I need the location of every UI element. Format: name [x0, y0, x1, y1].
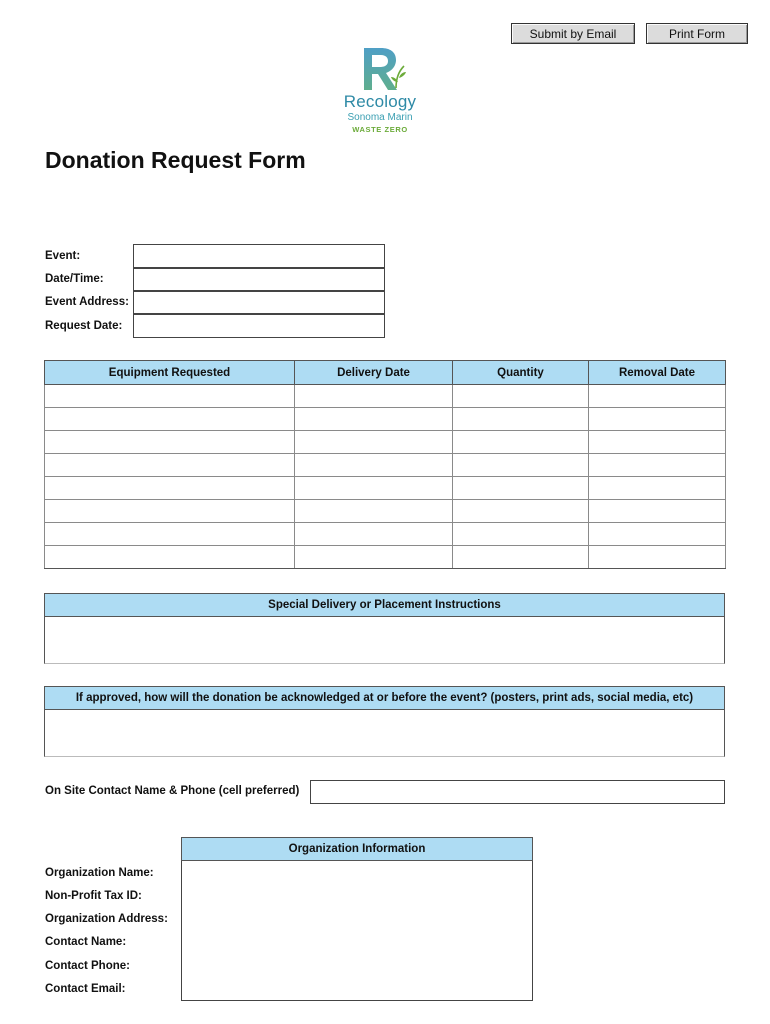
- contact-phone-label: Contact Phone:: [45, 960, 130, 972]
- equipment-cell[interactable]: [45, 477, 295, 500]
- delivery-date-cell[interactable]: [295, 477, 453, 500]
- request-date-field[interactable]: [133, 314, 385, 338]
- organization-information-header: Organization Information: [181, 837, 533, 861]
- logo-region: Sonoma Marin: [347, 112, 413, 123]
- special-instructions-header: Special Delivery or Placement Instructions: [44, 593, 725, 617]
- organization-address-field[interactable]: [181, 907, 533, 931]
- event-address-field[interactable]: [133, 291, 385, 314]
- event-field[interactable]: [133, 244, 385, 268]
- onsite-contact-field[interactable]: [310, 780, 725, 804]
- equipment-cell[interactable]: [45, 523, 295, 546]
- equipment-cell[interactable]: [45, 500, 295, 523]
- quantity-cell[interactable]: [453, 546, 589, 569]
- quantity-cell[interactable]: [453, 477, 589, 500]
- quantity-cell[interactable]: [453, 454, 589, 477]
- removal-date-cell[interactable]: [589, 385, 726, 408]
- equipment-requested-header: Equipment Requested: [45, 361, 295, 385]
- print-form-button[interactable]: Print Form: [646, 23, 748, 44]
- equipment-cell[interactable]: [45, 385, 295, 408]
- delivery-date-cell[interactable]: [295, 431, 453, 454]
- removal-date-cell[interactable]: [589, 431, 726, 454]
- special-instructions-section: [44, 593, 725, 664]
- contact-email-field[interactable]: [181, 976, 533, 1001]
- contact-name-label: Contact Name:: [45, 936, 127, 948]
- removal-date-cell[interactable]: [589, 454, 726, 477]
- quantity-header: Quantity: [453, 361, 589, 385]
- organization-name-field[interactable]: [181, 861, 533, 885]
- quantity-cell[interactable]: [453, 385, 589, 408]
- delivery-date-cell[interactable]: [295, 454, 453, 477]
- logo-brand-name: Recology: [343, 92, 417, 111]
- table-row: [45, 408, 726, 431]
- quantity-cell[interactable]: [453, 500, 589, 523]
- table-row: [45, 431, 726, 454]
- date-time-field[interactable]: [133, 268, 385, 291]
- table-header-row: [45, 361, 726, 385]
- removal-date-cell[interactable]: [589, 500, 726, 523]
- table-row: [45, 500, 726, 523]
- acknowledgement-field[interactable]: [44, 710, 725, 757]
- organization-address-label: Organization Address:: [45, 913, 168, 925]
- submit-by-email-button[interactable]: Submit by Email: [511, 23, 635, 44]
- logo-tagline: WASTE ZERO: [352, 125, 408, 134]
- removal-date-cell[interactable]: [589, 408, 726, 431]
- event-address-label: Event Address:: [45, 296, 129, 308]
- table-row: [45, 454, 726, 477]
- event-label: Event:: [45, 250, 81, 262]
- equipment-cell[interactable]: [45, 431, 295, 454]
- removal-date-cell[interactable]: [589, 477, 726, 500]
- quantity-cell[interactable]: [453, 408, 589, 431]
- page-title: Donation Request Form: [45, 147, 306, 173]
- equipment-cell[interactable]: [45, 546, 295, 569]
- removal-date-header: Removal Date: [589, 361, 726, 385]
- removal-date-cell[interactable]: [589, 546, 726, 569]
- delivery-date-header: Delivery Date: [295, 361, 453, 385]
- delivery-date-cell[interactable]: [295, 523, 453, 546]
- equipment-table: [44, 360, 726, 569]
- recology-logo: [330, 44, 430, 134]
- equipment-cell[interactable]: [45, 454, 295, 477]
- recology-r-icon: [352, 44, 408, 94]
- table-row: [45, 385, 726, 408]
- delivery-date-cell[interactable]: [295, 408, 453, 431]
- tax-id-label: Non-Profit Tax ID:: [45, 890, 142, 902]
- onsite-contact-label: On Site Contact Name & Phone (cell preferred): [45, 785, 300, 797]
- equipment-cell[interactable]: [45, 408, 295, 431]
- special-instructions-field[interactable]: [44, 617, 725, 664]
- quantity-cell[interactable]: [453, 431, 589, 454]
- contact-email-label: Contact Email:: [45, 983, 126, 995]
- contact-phone-field[interactable]: [181, 953, 533, 977]
- request-date-label: Request Date:: [45, 320, 123, 332]
- removal-date-cell[interactable]: [589, 523, 726, 546]
- table-row: [45, 523, 726, 546]
- acknowledgement-section: [44, 686, 725, 757]
- organization-name-label: Organization Name:: [45, 867, 154, 879]
- table-row: [45, 477, 726, 500]
- acknowledgement-header: If approved, how will the donation be acknowledged at or before the event? (posters, print ads, social media, etc): [44, 686, 725, 710]
- table-row: [45, 546, 726, 569]
- delivery-date-cell[interactable]: [295, 500, 453, 523]
- tax-id-field[interactable]: [181, 884, 533, 908]
- delivery-date-cell[interactable]: [295, 385, 453, 408]
- delivery-date-cell[interactable]: [295, 546, 453, 569]
- quantity-cell[interactable]: [453, 523, 589, 546]
- contact-name-field[interactable]: [181, 930, 533, 954]
- date-time-label: Date/Time:: [45, 273, 104, 285]
